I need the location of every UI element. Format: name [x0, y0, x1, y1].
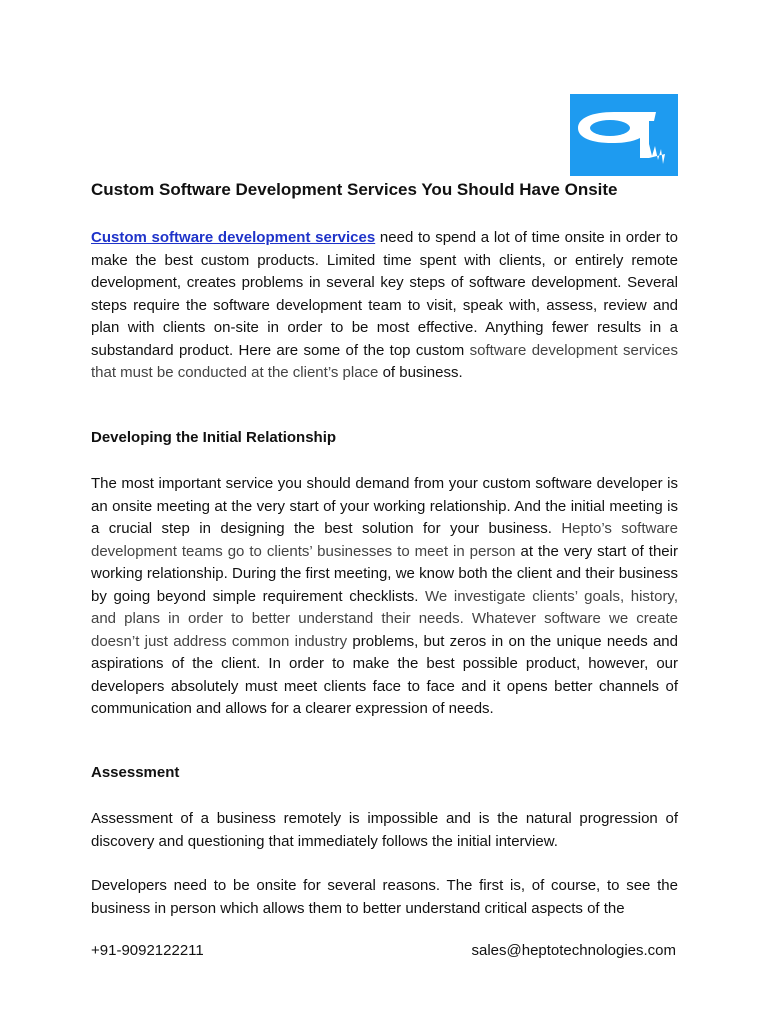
- intro-paragraph: [91, 227, 678, 385]
- intro-text-1: need to spend a lot of time onsite in order to make the best custom products. Limited time spent with clients, or entirely remote development, creates problems in several key steps of software development. Several steps require the software development team to visit, speak with, assess, review and plan with clients on-site in order to be most effective. Anything fewer results in a substandard product. Here are some of the top custom: [91, 229, 678, 359]
- section-heading-initial-relationship: Developing the Initial Relationship: [91, 429, 337, 446]
- footer-email: sales@heptotechnologies.com: [471, 942, 676, 959]
- section1-text-light-2: We investigate clients’ goals, history, and plans in order to better understand their needs. Whatever software we create doesn’t just address common industry: [91, 587, 678, 650]
- initial-relationship-paragraph: [91, 473, 678, 721]
- hepto-logo-icon: [570, 94, 678, 176]
- section1-text-3: problems, but zeros in on the unique needs and aspirations of the client. In order to make the best possible product, however, our developers absolutely must meet clients face to face and it opens better channels of communication and allows for a clearer expression of needs.: [91, 632, 678, 717]
- document-title: Custom Software Development Services You Should Have Onsite: [91, 180, 618, 199]
- custom-software-link[interactable]: Custom software development services: [91, 229, 376, 246]
- section1-text-light-1: Hepto’s software development teams go to clients’ businesses to meet in person: [91, 520, 678, 560]
- section1-text-1: The most important service you should demand from your custom software developer is an onsite meeting at the very start of your working relationship. And the initial meeting is a crucial step in designing the best solution for your business.: [91, 475, 678, 537]
- footer-phone: +91-9092122211: [91, 942, 204, 959]
- section1-text-2: at the very start of their working relationship. During the first meeting, we know both the client and their business by going beyond simple requirement checklists.: [91, 542, 678, 605]
- assessment-paragraph-1: Assessment of a business remotely is impossible and is the natural progression of discovery and questioning that immediately follows the initial interview.: [91, 810, 678, 850]
- intro-text-light: software development services that must be conducted at the client’s place: [91, 341, 678, 381]
- assessment-paragraph-2: Developers need to be onsite for several reasons. The first is, of course, to see the business in person which allows them to better understand critical aspects of the: [91, 877, 678, 917]
- intro-text-2: of business.: [378, 364, 463, 381]
- section-heading-assessment: Assessment: [91, 764, 180, 781]
